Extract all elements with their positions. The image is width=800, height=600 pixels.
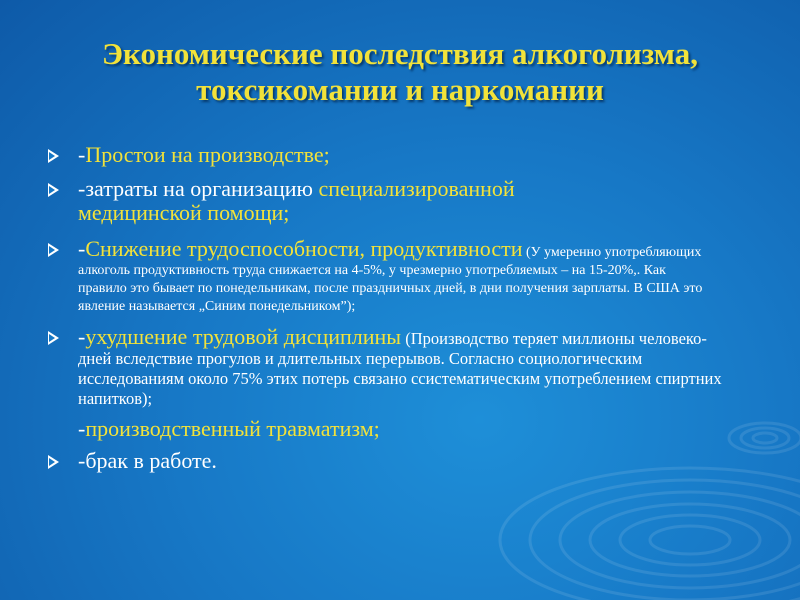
list-item bbox=[48, 143, 748, 173]
list-item bbox=[48, 177, 748, 233]
arrow-bullet-icon bbox=[48, 149, 59, 163]
arrow-bullet-icon bbox=[48, 331, 59, 345]
item-prefix: - bbox=[78, 236, 86, 261]
arrow-bullet-icon bbox=[48, 455, 59, 469]
bullet-list bbox=[48, 143, 748, 473]
item-prefix: -затраты на организацию bbox=[78, 176, 319, 201]
item-prefix: - bbox=[78, 142, 86, 167]
arrow-bullet-icon bbox=[48, 243, 59, 257]
list-item bbox=[48, 449, 748, 473]
list-item bbox=[48, 417, 748, 441]
item-prefix: -брак в работе. bbox=[78, 448, 217, 473]
item-note: (У умеренно употребляющих алкоголь продуктивность труда снижается на 4-5%, у чрезмерно употребляемых – на 15-20%,. Как правило это бывает по понедельникам, после праздничных дней, в дни получения зарплаты. В США это явление называется „Синим понедельником”); bbox=[78, 245, 703, 314]
item-highlight: специализированной медицинской помощи; bbox=[78, 176, 515, 225]
slide-title: Экономические последствия алкоголизма, токсикомании и наркомании bbox=[102, 36, 698, 107]
arrow-bullet-icon bbox=[48, 183, 59, 197]
item-prefix: - bbox=[78, 324, 86, 349]
item-note: (Производство теряет миллионы человеко-дней вследствие прогулов и длительных перерывов. Согласно социологическим исследованиям около 75% этих потерь связано ссистематическим употреблением спиртних напитков); bbox=[78, 329, 722, 408]
item-prefix: - bbox=[78, 416, 86, 441]
item-highlight: Снижение трудоспособности, продуктивности bbox=[85, 236, 523, 261]
list-item bbox=[48, 325, 748, 409]
item-highlight: Простои на производстве; bbox=[85, 142, 330, 167]
list-item bbox=[48, 237, 748, 315]
item-highlight: ухудшение трудовой дисциплины bbox=[85, 324, 402, 349]
item-highlight: производственный травматизм; bbox=[85, 416, 380, 441]
